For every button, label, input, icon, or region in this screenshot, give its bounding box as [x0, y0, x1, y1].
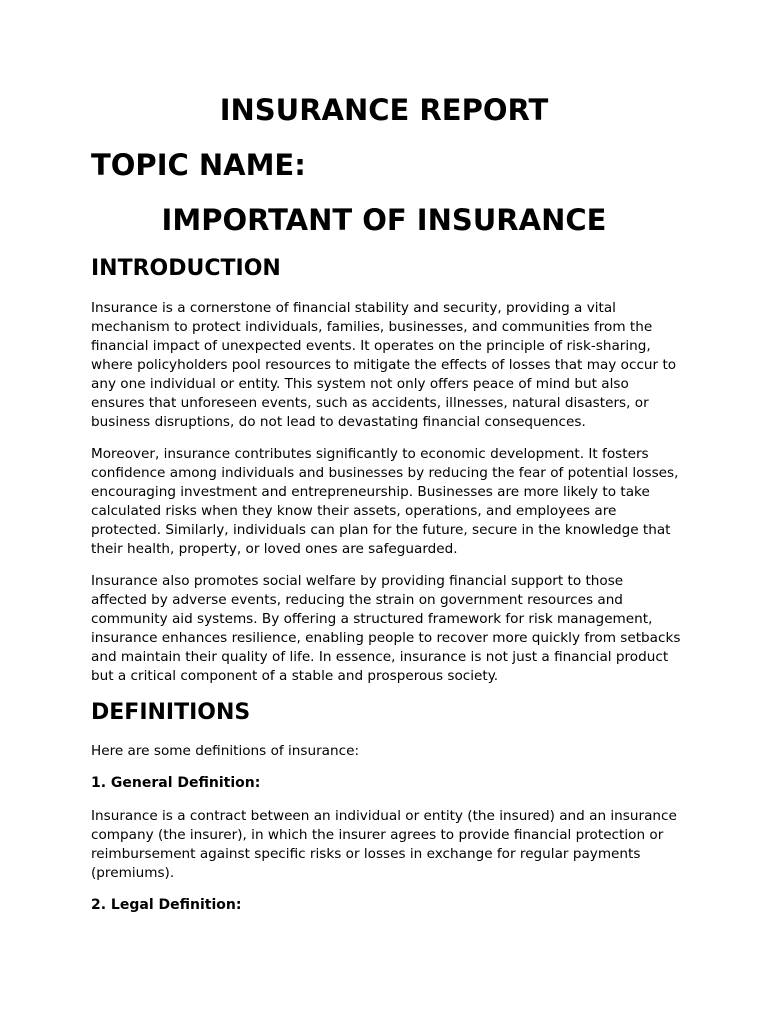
definitions-heading: DEFINITIONS	[91, 700, 251, 725]
report-title: INSURANCE REPORT	[219, 93, 549, 127]
introduction-paragraph-2: Moreover, insurance contributes significantly to economic development. It fosters confidence among individuals and businesses by reducing the fear of potential losses, encouraging investment and entrepreneurship. Businesses are more likely to take calculated risks when they know their assets, operations, and employees are protected. Similarly, individuals can plan for the future, secure in the knowledge that their health, property, or loved ones are safeguarded.	[91, 446, 679, 557]
introduction-paragraph-3: Insurance also promotes social welfare by providing financial support to those affected by adverse events, reducing the strain on government resources and community aid systems. By offering a structured framework for risk management, insurance enhances resilience, enabling people to recover more quickly from setbacks and maintain their quality of life. In essence, insurance is not just a financial product but a critical component of a stable and prosperous society.	[91, 573, 681, 684]
topic-title: IMPORTANT OF INSURANCE	[161, 203, 607, 237]
definition-1-title: 1. General Definition:	[91, 775, 261, 791]
definitions-intro: Here are some definitions of insurance:	[91, 743, 360, 759]
definition-1-text: Insurance is a contract between an individual or entity (the insured) and an insurance company (the insurer), in which the insurer agrees to provide financial protection or reimbursement against specific risks or losses in exchange for regular payments (premiums).	[91, 808, 677, 881]
definition-2-title: 2. Legal Definition:	[91, 897, 242, 913]
introduction-heading: INTRODUCTION	[91, 256, 281, 281]
topic-label: TOPIC NAME:	[91, 148, 306, 182]
introduction-paragraph-1: Insurance is a cornerstone of financial stability and security, providing a vital mechanism to protect individuals, families, businesses, and communities from the financial impact of unexpected events. It operates on the principle of risk-sharing, where policyholders pool resources to mitigate the effects of losses that may occur to any one individual or entity. This system not only offers peace of mind but also ensures that unforeseen events, such as accidents, illnesses, natural disasters, or business disruptions, do not lead to devastating financial consequences.	[91, 300, 677, 430]
